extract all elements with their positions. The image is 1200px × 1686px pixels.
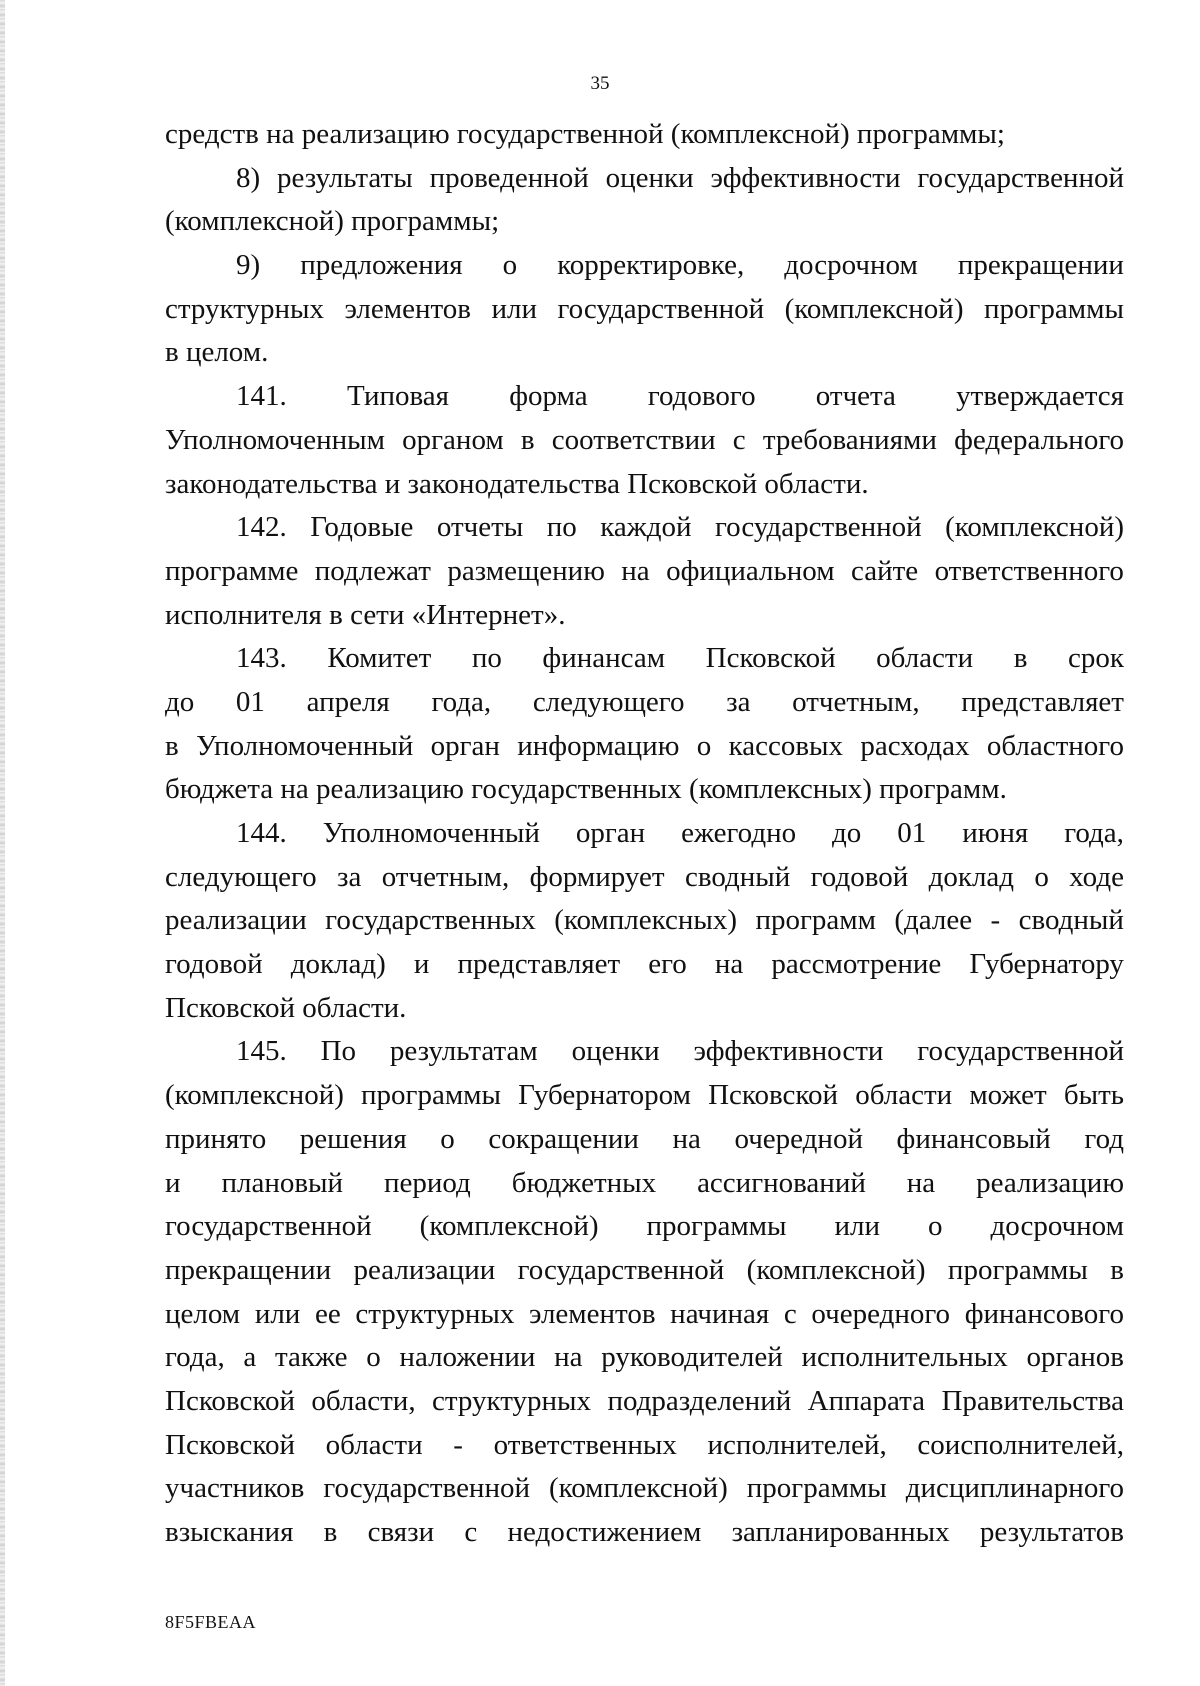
word: орган: [575, 817, 646, 849]
word: области,: [311, 1384, 416, 1417]
word: результатов: [979, 1516, 1124, 1548]
word: исполнительных: [801, 1341, 1008, 1374]
word: (далее: [894, 904, 973, 937]
word: финансам: [542, 642, 666, 675]
document-code: 8F5FBEAA: [165, 1612, 257, 1632]
word: сводный: [684, 860, 791, 893]
text-line: [165, 419, 1124, 463]
word: органов: [1026, 1341, 1124, 1374]
text-line: [165, 1467, 1124, 1511]
word: федерального: [954, 423, 1124, 456]
word: и: [165, 1166, 181, 1199]
word: года,: [165, 1341, 225, 1374]
text-line: [165, 725, 1124, 769]
word: руководителей: [601, 1341, 783, 1374]
word: (комплексной): [548, 1472, 728, 1505]
word: досрочном: [784, 249, 918, 282]
text-line: [165, 1511, 1124, 1555]
text-line: [165, 244, 1124, 288]
word: о: [696, 729, 712, 762]
word: корректировке,: [557, 249, 745, 282]
text-line: [165, 1380, 1124, 1424]
word: программы: [361, 1079, 502, 1112]
word: связи: [367, 1516, 435, 1548]
text-line: средств на реализацию государственной (комплексной) программы;: [165, 118, 1005, 150]
word: срок: [1067, 642, 1124, 675]
text-line: Псковской области.: [165, 991, 407, 1024]
word: принято: [165, 1122, 267, 1155]
word: (комплексной): [746, 1253, 926, 1286]
word: подлежат: [314, 554, 431, 587]
word: Псковской: [705, 642, 836, 675]
word: программ: [755, 904, 876, 937]
word: прекращении: [165, 1253, 332, 1286]
word: с: [464, 1516, 478, 1548]
word: государственной: [165, 1210, 372, 1243]
word: 9): [236, 249, 261, 282]
word: очередной: [734, 1122, 863, 1155]
word: годовой: [165, 948, 263, 981]
word: 01: [235, 685, 265, 718]
word: взыскания: [165, 1516, 294, 1548]
word: отчетным,: [792, 685, 920, 718]
word: за: [337, 860, 362, 893]
word: Псковской: [165, 1428, 295, 1461]
word: оценки: [571, 1035, 660, 1068]
word: апреля: [306, 685, 390, 718]
word: Псковской: [708, 1079, 839, 1112]
word: в: [520, 423, 535, 456]
word: Комитет: [327, 642, 432, 675]
word: по: [471, 642, 502, 675]
word: результаты: [277, 161, 413, 194]
word: Уполномоченным: [165, 423, 385, 456]
text-line: [165, 1336, 1124, 1380]
word: 8): [236, 161, 261, 194]
word: плановый: [221, 1166, 344, 1199]
word: на: [554, 1341, 583, 1374]
word: области: [325, 1428, 423, 1461]
word: его: [648, 948, 687, 981]
word: областного: [986, 729, 1124, 762]
word: расходах: [860, 729, 970, 762]
word: государственной: [917, 1035, 1124, 1068]
text-line: (комплексной) программы;: [165, 205, 500, 238]
word: ее: [314, 1297, 341, 1330]
word: или: [254, 1297, 301, 1330]
word: кассовых: [728, 729, 844, 762]
word: годового: [647, 380, 756, 413]
text-line: [165, 1118, 1124, 1162]
word: (комплексной): [784, 292, 964, 325]
word: (комплексной): [945, 511, 1124, 544]
word: программы: [983, 292, 1124, 325]
text-line: [165, 157, 1124, 201]
word: орган: [430, 729, 500, 762]
text-line: бюджета на реализацию государственных (комплексных) программ.: [165, 773, 1007, 806]
word: ассигнований: [697, 1166, 866, 1199]
text-line: в целом.: [165, 336, 269, 369]
word: Аппарата: [807, 1384, 926, 1417]
word: формирует: [529, 860, 665, 893]
word: ходе: [1069, 860, 1124, 893]
word: форма: [509, 380, 588, 413]
word: -: [453, 1428, 463, 1461]
word: ответственного: [934, 554, 1124, 587]
word: по: [546, 511, 577, 544]
text-line: [165, 1205, 1124, 1249]
word: решения: [299, 1122, 407, 1155]
word: проведенной: [429, 161, 589, 194]
word: следующего: [165, 860, 317, 893]
word: на: [672, 1122, 701, 1155]
text-line: [165, 943, 1124, 987]
word: результатам: [389, 1035, 538, 1068]
word: представляет: [457, 948, 621, 981]
word: государственной: [517, 1253, 725, 1286]
word: участников: [165, 1472, 305, 1505]
word: реализации: [353, 1253, 496, 1286]
word: период: [383, 1166, 471, 1199]
text-line: [165, 288, 1124, 332]
word: эффективности: [693, 1035, 884, 1068]
word: финансовый: [896, 1122, 1051, 1155]
word: подразделений: [607, 1384, 792, 1417]
word: органом: [402, 423, 504, 456]
text-line: [165, 1424, 1124, 1468]
word: структурных: [355, 1297, 515, 1330]
word: предложения: [300, 249, 463, 282]
word: отчета: [815, 380, 896, 413]
text-line: [165, 1162, 1124, 1206]
word: Годовые: [310, 511, 414, 544]
word: 142.: [236, 511, 287, 544]
word: наложении: [399, 1341, 536, 1374]
word: По: [320, 1035, 357, 1068]
word: о: [440, 1122, 455, 1155]
text-line: [165, 856, 1124, 900]
word: недостижением: [507, 1516, 702, 1548]
word: государственной: [557, 292, 765, 325]
word: запланированных: [731, 1516, 950, 1548]
word: в: [1110, 1253, 1124, 1286]
word: 141.: [236, 380, 287, 413]
word: до: [832, 817, 862, 849]
word: в: [165, 729, 179, 762]
word: соисполнителей,: [917, 1428, 1124, 1461]
word: о: [1034, 860, 1049, 893]
word: (комплексной): [165, 1079, 344, 1112]
word: 145.: [236, 1035, 287, 1068]
word: или: [491, 292, 537, 325]
word: финансового: [964, 1297, 1124, 1330]
word: следующего: [532, 685, 685, 718]
word: в: [323, 1516, 338, 1548]
word: (комплексных): [554, 904, 738, 937]
word: сокращении: [488, 1122, 639, 1155]
word: области: [876, 642, 974, 675]
text-line: [165, 1030, 1124, 1074]
word: оценки: [605, 161, 694, 194]
text-line: [165, 506, 1124, 550]
word: программе: [165, 554, 299, 587]
word: размещению: [447, 554, 605, 587]
word: реализации: [165, 904, 307, 937]
text-line: [165, 637, 1124, 681]
word: Губернатором: [518, 1079, 691, 1112]
word: доклад: [928, 860, 1015, 893]
word: эффективности: [710, 161, 901, 194]
word: элементов: [344, 292, 471, 325]
word: Типовая: [346, 380, 450, 413]
word: Уполномоченный: [196, 729, 414, 762]
word: исполнителей,: [707, 1428, 887, 1461]
word: о: [928, 1210, 943, 1243]
word: о: [502, 249, 518, 282]
word: ежегодно: [681, 817, 797, 849]
word: год: [1084, 1122, 1124, 1155]
word: программы: [746, 1472, 887, 1505]
word: на: [714, 948, 744, 981]
page-number: 35: [590, 73, 610, 94]
word: отчетным,: [381, 860, 510, 893]
word: области: [855, 1079, 953, 1112]
word: на: [621, 554, 650, 587]
word: государственных: [325, 904, 536, 937]
word: требованиями: [762, 423, 937, 456]
scan-edge: [0, 0, 5, 1686]
word: и: [413, 948, 430, 981]
word: а: [243, 1341, 257, 1374]
word: 01: [897, 817, 927, 849]
word: также: [275, 1341, 348, 1374]
word: каждой: [600, 511, 692, 544]
text-line: [165, 550, 1124, 594]
word: или: [834, 1210, 881, 1243]
word: программы: [947, 1253, 1088, 1286]
word: с: [783, 1297, 797, 1330]
word: года,: [431, 685, 492, 718]
word: июня: [962, 817, 1029, 849]
text-line: исполнителя в сети «Интернет».: [165, 598, 566, 631]
text-line: [165, 375, 1124, 419]
word: целом: [165, 1297, 241, 1330]
word: отчеты: [436, 511, 524, 544]
word: структурных: [432, 1384, 592, 1417]
word: Уполномоченный: [322, 817, 540, 849]
text-line: [165, 899, 1124, 943]
text-line: [165, 1074, 1124, 1118]
word: быть: [1063, 1079, 1124, 1112]
word: Правительства: [941, 1384, 1124, 1417]
word: дисциплинарного: [905, 1472, 1124, 1505]
word: Псковской: [165, 1384, 295, 1417]
word: досрочном: [990, 1210, 1124, 1243]
text-line: [165, 681, 1124, 725]
word: с: [732, 423, 746, 456]
word: -: [990, 904, 1001, 937]
word: до: [165, 685, 195, 718]
word: элементов: [529, 1297, 656, 1330]
word: в: [1013, 642, 1028, 675]
word: прекращении: [957, 249, 1124, 282]
text-line: [165, 1293, 1124, 1337]
word: сводный: [1018, 904, 1124, 937]
word: соответствии: [551, 423, 716, 456]
word: государственной: [714, 511, 922, 544]
word: 143.: [236, 642, 287, 675]
word: года,: [1064, 817, 1124, 849]
word: может: [969, 1079, 1047, 1112]
word: начиная: [670, 1297, 770, 1330]
word: государственной: [323, 1472, 530, 1505]
word: сайте: [850, 554, 919, 587]
word: за: [726, 685, 751, 718]
text-line: [165, 812, 1124, 856]
word: структурных: [165, 292, 325, 325]
word: очередного: [811, 1297, 951, 1330]
word: реализацию: [976, 1166, 1124, 1199]
word: представляет: [961, 685, 1124, 718]
word: на: [906, 1166, 936, 1199]
word: государственной: [917, 161, 1124, 194]
word: официальном: [666, 554, 835, 587]
document-body: [165, 113, 1124, 1555]
text-line: законодательства и законодательства Псковской области.: [165, 467, 869, 500]
word: бюджетных: [511, 1166, 657, 1199]
word: о: [366, 1341, 381, 1374]
word: утверждается: [956, 380, 1124, 413]
text-line: [165, 1249, 1124, 1293]
word: рассмотрение: [771, 948, 942, 981]
word: ответственных: [493, 1428, 677, 1461]
word: программы: [646, 1210, 787, 1243]
word: (комплексной): [419, 1210, 599, 1243]
word: информацию: [517, 729, 680, 762]
word: годовой: [810, 860, 909, 893]
word: доклад): [290, 948, 386, 981]
word: Губернатору: [969, 948, 1124, 981]
word: 144.: [236, 817, 287, 849]
